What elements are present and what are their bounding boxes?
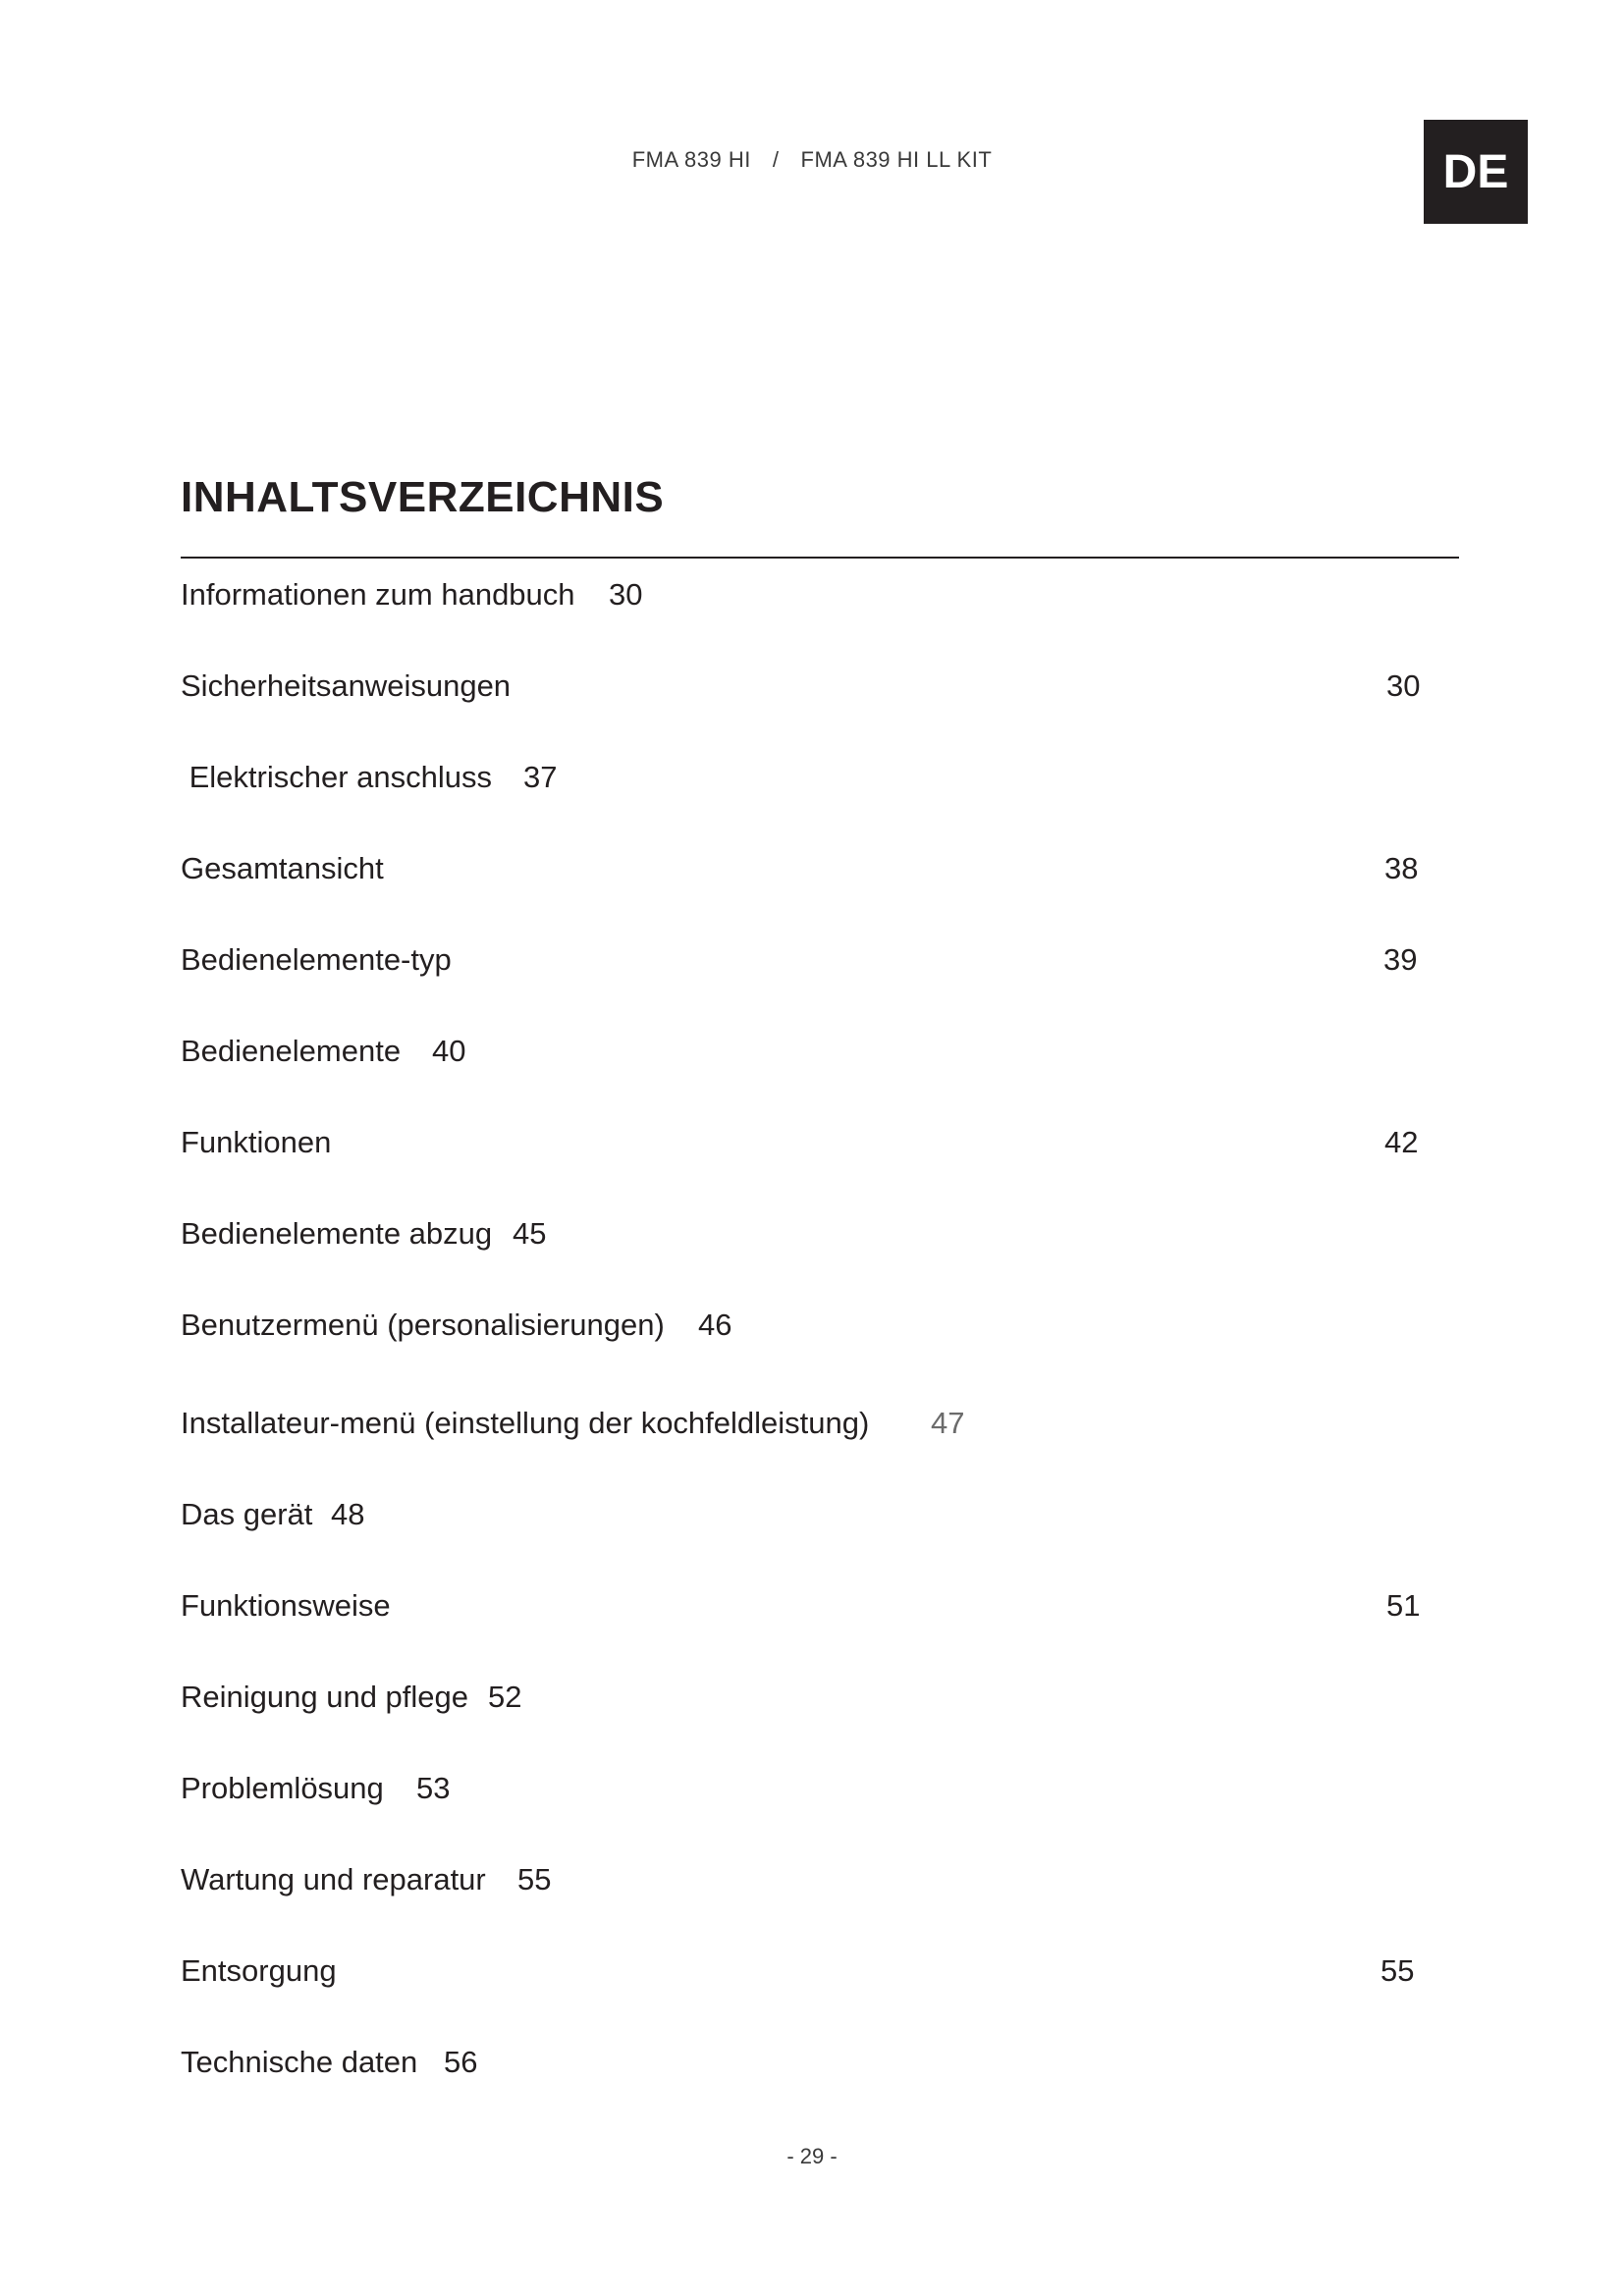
toc-entry[interactable]: [181, 1678, 1437, 1717]
toc-entry-page: 46: [698, 1308, 732, 1342]
toc-entry-page: 37: [523, 760, 558, 794]
toc-entry-label: Problemlösung: [181, 1771, 384, 1805]
toc-entry-page: 55: [1380, 1953, 1415, 1988]
toc-entry-label: Technische daten: [181, 2045, 418, 2079]
toc-entry-label: Bedienelemente abzug: [181, 1216, 493, 1251]
toc-entry[interactable]: [181, 1214, 1437, 1254]
toc-entry-label: Installateur-menü (einstellung der kochfeldleistung): [181, 1406, 870, 1440]
toc-entry[interactable]: [181, 1951, 1437, 1991]
toc-entry-page: 52: [488, 1680, 522, 1714]
toc-entry-page: 38: [1384, 851, 1419, 885]
model-separator: /: [772, 147, 780, 172]
toc-entry-page: 42: [1384, 1125, 1419, 1159]
toc-entry-page: 40: [432, 1034, 466, 1068]
toc-entry[interactable]: [181, 849, 1437, 888]
toc-entry[interactable]: [181, 575, 1437, 614]
toc-entry-page: 47: [931, 1406, 965, 1440]
page-number: - 29 -: [786, 2144, 838, 2168]
toc-entry[interactable]: [181, 1123, 1437, 1162]
toc-entry-label: Entsorgung: [181, 1953, 337, 1988]
toc-entry[interactable]: [181, 2043, 1437, 2082]
toc-title: INHALTSVERZEICHNIS: [181, 473, 665, 521]
model-name-2: FMA 839 HI LL KIT: [800, 147, 993, 172]
toc-entry[interactable]: [181, 1860, 1437, 1899]
language-badge: DE: [1424, 120, 1528, 224]
toc-entry-label: Sicherheitsanweisungen: [181, 668, 512, 703]
toc-entry[interactable]: [181, 1306, 1437, 1345]
toc-entry-page: 55: [517, 1862, 552, 1896]
toc-entry[interactable]: [181, 1404, 1437, 1443]
toc-entry[interactable]: [181, 1032, 1437, 1071]
toc-entry-page: 30: [1386, 668, 1421, 703]
toc-entry[interactable]: [181, 1495, 1437, 1534]
toc-entry-page: 39: [1383, 942, 1418, 977]
toc-entry-page: 53: [416, 1771, 451, 1805]
toc-entry[interactable]: [181, 1586, 1437, 1626]
toc-entry-label: Gesamtansicht: [181, 851, 384, 885]
toc-entry[interactable]: [181, 1769, 1437, 1808]
toc-entry-page: 45: [513, 1216, 547, 1251]
toc-entry-label: Reinigung und pflege: [181, 1680, 469, 1714]
toc-entry-page: 56: [444, 2045, 478, 2079]
toc-entry-label: Funktionen: [181, 1125, 332, 1159]
toc-entry-label: Wartung und reparatur: [181, 1862, 486, 1896]
toc-entry-label: Bedienelemente-typ: [181, 942, 452, 977]
model-name-1: FMA 839 HI: [631, 147, 751, 172]
toc-entry-label: Benutzermenü (personalisierungen): [181, 1308, 665, 1342]
toc-entry-page: 30: [609, 577, 643, 612]
toc-entry[interactable]: [181, 940, 1437, 980]
header-model-names: [0, 147, 1624, 173]
toc-entry-label: Bedienelemente: [181, 1034, 402, 1068]
toc-entry-label: Das gerät: [181, 1497, 313, 1531]
toc-entry-page: 48: [331, 1497, 365, 1531]
toc-entry-label: Informationen zum handbuch: [181, 577, 575, 612]
toc-entry-page: 51: [1386, 1588, 1421, 1623]
toc-entry-label: Funktionsweise: [181, 1588, 391, 1623]
toc-entry[interactable]: [181, 667, 1437, 706]
toc-entry[interactable]: [181, 758, 1437, 797]
toc-entry-label: Elektrischer anschluss: [181, 760, 493, 794]
toc-divider: [181, 557, 1459, 559]
